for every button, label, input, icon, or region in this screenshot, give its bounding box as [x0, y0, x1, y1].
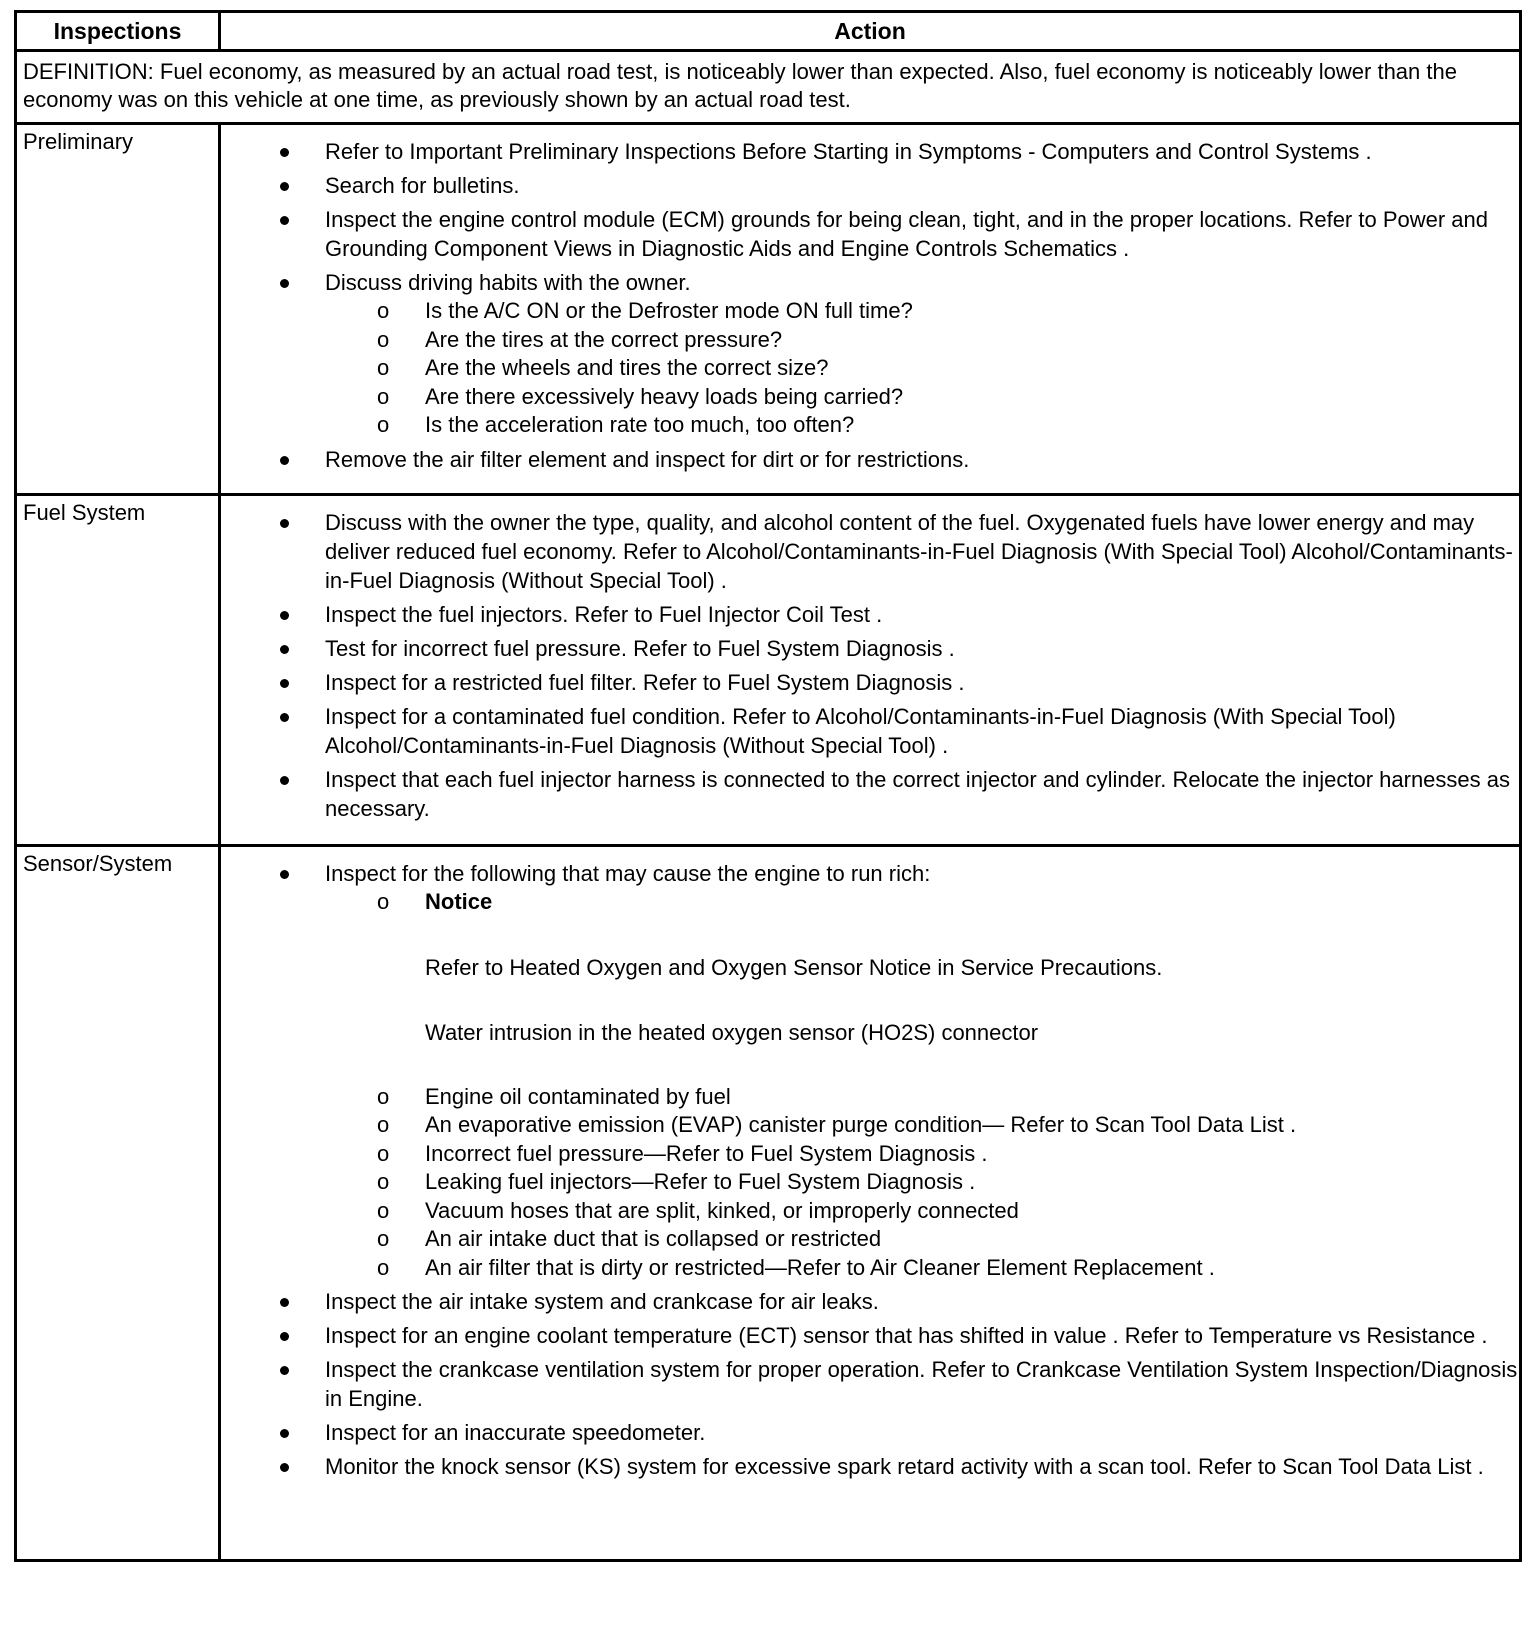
list-item — [221, 859, 1519, 1282]
sub-list-item: o Are the wheels and tires the correct size? — [221, 354, 1519, 383]
table-row — [16, 846, 1521, 1561]
list-item: Test for incorrect fuel pressure. Refer to Fuel System Diagnosis . — [221, 634, 1519, 663]
table-row — [16, 495, 1521, 846]
sub-list-item: o Is the acceleration rate too much, too often? — [221, 411, 1519, 440]
sub-list-item: o Incorrect fuel pressure—Refer to Fuel System Diagnosis . — [221, 1140, 1519, 1169]
definition-row — [16, 51, 1521, 124]
sub-list-item: o Are there excessively heavy loads being carried? — [221, 383, 1519, 412]
sub-list — [325, 297, 1519, 440]
list-item: Inspect the engine control module (ECM) grounds for being clean, tight, and in the proper locations. Refer to Power and Grounding Component Views in Diagnostic Aids and Engine Controls Schematics . — [221, 205, 1519, 263]
list-item: Inspect the air intake system and crankcase for air leaks. — [221, 1287, 1519, 1316]
sub-list-item: o Engine oil contaminated by fuel — [221, 1083, 1519, 1112]
sub-list-item: o Is the A/C ON or the Defroster mode ON full time? — [221, 297, 1519, 326]
inspection-label-fuel-system: Fuel System — [16, 495, 220, 846]
definition-text: DEFINITION: Fuel economy, as measured by an actual road test, is noticeably lower than expected. Also, fuel economy is noticeably lower than the economy was on this vehicle at one time, as previously shown by an actual road test. — [16, 51, 1521, 124]
notice-block — [221, 888, 1519, 1083]
list-item-text: Discuss driving habits with the owner. — [325, 270, 691, 295]
list-item: Inspect the crankcase ventilation system for proper operation. Refer to Crankcase Ventilation System Inspection/Diagnosis in Engine. — [221, 1355, 1519, 1413]
list-item — [221, 268, 1519, 440]
action-list — [221, 496, 1519, 823]
notice-text: Water intrusion in the heated oxygen sensor (HO2S) connector — [425, 1019, 1039, 1045]
header-row — [16, 12, 1521, 51]
table-row — [16, 124, 1521, 495]
inspection-table — [14, 10, 1522, 1562]
action-cell-fuel-system — [220, 495, 1521, 846]
sub-list — [325, 888, 1519, 1282]
header-action: Action — [220, 12, 1521, 51]
notice-text: Refer to Heated Oxygen and Oxygen Sensor Notice in Service Precautions. — [425, 954, 1163, 980]
header-inspections: Inspections — [16, 12, 220, 51]
action-list — [221, 847, 1519, 1481]
list-item: Inspect that each fuel injector harness is connected to the correct injector and cylinder. Relocate the injector harnesses as necessary. — [221, 765, 1519, 823]
inspection-label-preliminary: Preliminary — [16, 124, 220, 495]
notice-title: Notice — [425, 889, 493, 914]
sub-list-item: o An air intake duct that is collapsed or restricted — [221, 1225, 1519, 1254]
action-cell-sensor-system — [220, 846, 1521, 1561]
sub-list-item: o An air filter that is dirty or restricted—Refer to Air Cleaner Element Replacement . — [221, 1254, 1519, 1283]
list-item: Discuss with the owner the type, quality, and alcohol content of the fuel. Oxygenated fuels have lower energy and may deliver reduced fuel economy. Refer to Alcohol/Contaminants-in-Fuel Diagnosis (With Special Tool) Alcohol/Contaminants-in-Fuel Diagnosis (Without Special Tool) . — [221, 508, 1519, 595]
sub-list-item: o Leaking fuel injectors—Refer to Fuel System Diagnosis . — [221, 1168, 1519, 1197]
list-item-text: Inspect for the following that may cause the engine to run rich: — [325, 861, 931, 886]
list-item: Inspect the fuel injectors. Refer to Fuel Injector Coil Test . — [221, 600, 1519, 629]
sub-list-item: o Vacuum hoses that are split, kinked, or improperly connected — [221, 1197, 1519, 1226]
list-item: Search for bulletins. — [221, 171, 1519, 200]
list-item: Inspect for an engine coolant temperature (ECT) sensor that has shifted in value . Refer to Temperature vs Resistance . — [221, 1321, 1519, 1350]
sub-list-item: o An evaporative emission (EVAP) canister purge condition— Refer to Scan Tool Data List . — [221, 1111, 1519, 1140]
list-item: Remove the air filter element and inspect for dirt or for restrictions. — [221, 445, 1519, 474]
list-item: Inspect for a restricted fuel filter. Refer to Fuel System Diagnosis . — [221, 668, 1519, 697]
action-cell-preliminary — [220, 124, 1521, 495]
list-item: Refer to Important Preliminary Inspections Before Starting in Symptoms - Computers and Control Systems . — [221, 137, 1519, 166]
list-item: Inspect for an inaccurate speedometer. — [221, 1418, 1519, 1447]
list-item: Inspect for a contaminated fuel condition. Refer to Alcohol/Contaminants-in-Fuel Diagnosis (With Special Tool) Alcohol/Contaminants-in-Fuel Diagnosis (Without Special Tool) . — [221, 702, 1519, 760]
list-item: Monitor the knock sensor (KS) system for excessive spark retard activity with a scan tool. Refer to Scan Tool Data List . — [221, 1452, 1519, 1481]
inspection-label-sensor-system: Sensor/System — [16, 846, 220, 1561]
sub-list-item: o Are the tires at the correct pressure? — [221, 326, 1519, 355]
action-list — [221, 125, 1519, 474]
